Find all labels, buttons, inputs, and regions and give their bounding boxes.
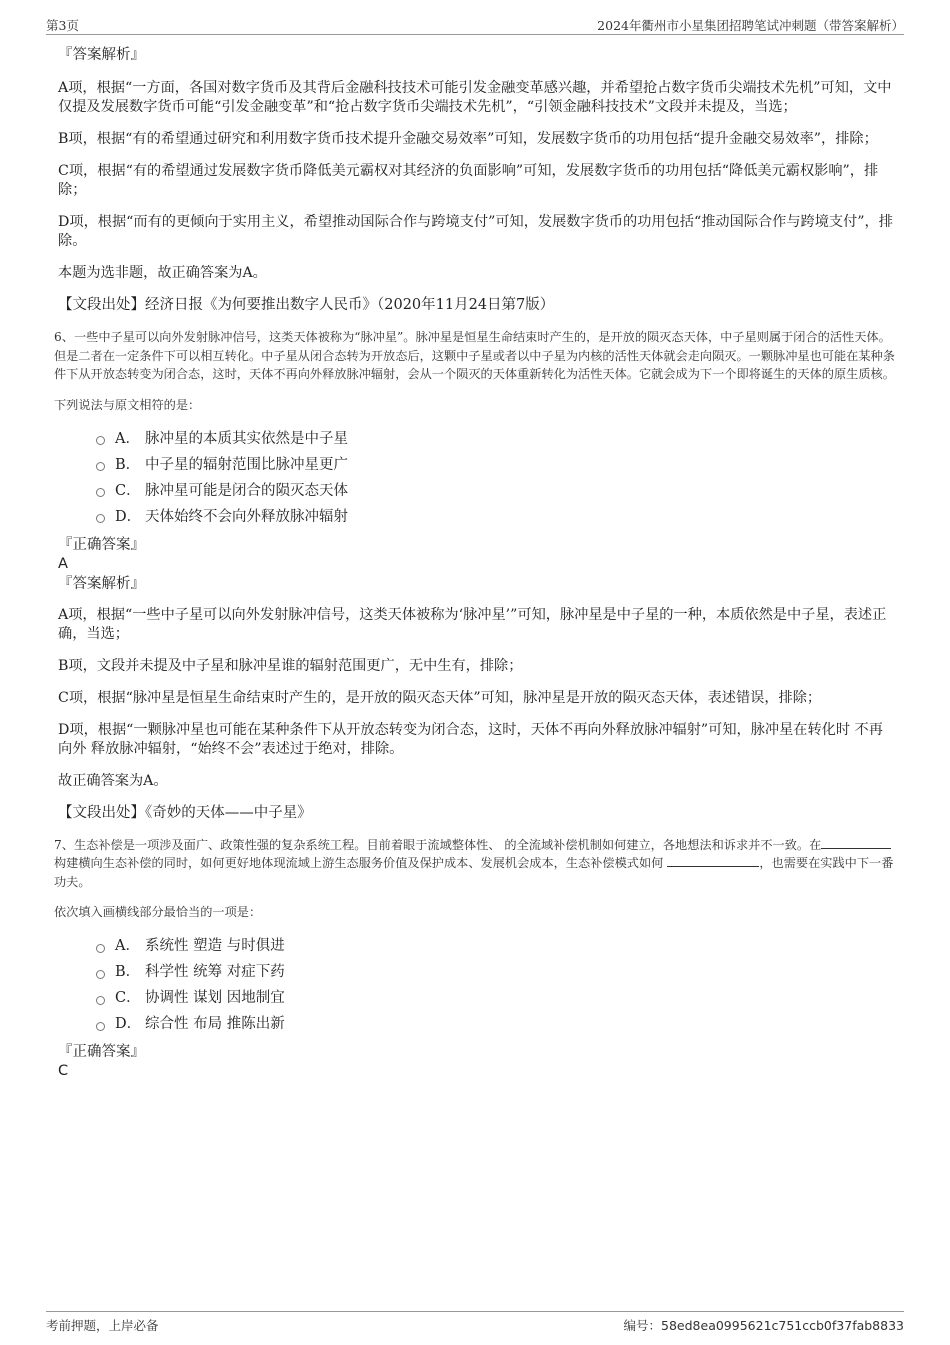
analysis-option-b: B项，文段并未提及中子星和脉冲星谁的辐射范围更广，无中生有，排除； (58, 657, 523, 674)
analysis-option-c: C项，根据“有的希望通过发展数字货币降低美元霸权对其经济的负面影响”可知，发展数字货币的功用包括“降低美元霸权影响”，排除； (58, 163, 879, 198)
option-letter: B． (115, 964, 141, 980)
fill-blank-2 (667, 854, 759, 867)
passage-part-1: 7、生态补偿是一项涉及面广、政策性强的复杂系统工程。目前着眼于流域整体性、 的全流域补偿机制如何建立，各地想法和诉求并不一致。在 (54, 837, 822, 852)
passage-source: 【文段出处】经济日报《为何要推出数字人民币》（2020年11月24日第7版） (58, 297, 555, 313)
answer-heading: 『正确答案』 (58, 1044, 145, 1060)
question-passage (54, 836, 896, 892)
radio-icon[interactable] (96, 436, 105, 445)
analysis-option-d: D项，根据“一颗脉冲星也可能在某种条件下从开放态转变为闭合态，这时，天体不再向外释放脉冲辐射”可知，脉冲星在转化时 不再向外 释放脉冲辐射，“始终不会”表述过于绝对，排除。 (58, 721, 883, 757)
option-d[interactable] (96, 504, 896, 530)
analysis-option-a: A项，根据“一些中子星可以向外发射脉冲信号，这类天体被称为‘脉冲星’”可知，脉冲星是中子星的一种，本质依然是中子星，表述正确，当选； (58, 606, 887, 642)
option-text: 中子星的辐射范围比脉冲星更广 (145, 456, 348, 473)
question-7 (56, 836, 896, 1081)
analysis-heading: 『答案解析』 (58, 47, 145, 63)
radio-icon[interactable] (96, 514, 105, 523)
code-label: 编号： (623, 1318, 662, 1333)
page-content (56, 46, 896, 1080)
answer-heading: 『正确答案』 (58, 536, 145, 553)
analysis-option-d: D项，根据“而有的更倾向于实用主义，希望推动国际合作与跨境支付”可知，发展数字货币的功用包括“推动国际合作与跨境支付”，排除。 (58, 214, 893, 249)
page-number: 第3页 (46, 18, 79, 33)
correct-answer: C (58, 1063, 69, 1079)
option-letter: B． (115, 456, 141, 473)
option-a[interactable] (96, 933, 896, 959)
analysis-option-c: C项，根据“脉冲星是恒星生命结束时产生的，是开放的陨灭态天体”可知，脉冲星是开放的陨灭态天体，表述错误，排除； (58, 689, 822, 706)
question-passage: 6、一些中子星可以向外发射脉冲信号，这类天体被称为“脉冲星”。脉冲星是恒星生命结束时产生的，是开放的陨灭态天体，中子星则属于闭合的活性天体。但是二者在一定条件下可以相互转化。中子星从闭合态转为开放态后，这颗中子星或者以中子星为内核的活性天体就会走向陨灭。一颗脉冲星也可能在某种条件下从开放态转变为闭合态，这时，天体不再向外释放脉冲辐射，会从一个陨灭的天体重新转化为活性天体。它就会成为下一个即将诞生的天体的原生质核。 (54, 330, 895, 381)
option-letter: C． (115, 990, 141, 1006)
option-c[interactable] (96, 985, 896, 1011)
option-text: 科学性 统筹 对症下药 (145, 964, 285, 980)
option-letter: C． (115, 482, 141, 499)
page-footer (46, 1311, 904, 1334)
question-prompt: 依次填入画横线部分最恰当的一项是： (54, 905, 262, 919)
radio-icon[interactable] (96, 462, 105, 471)
page-header (46, 14, 904, 35)
q5-analysis-section (56, 46, 896, 315)
question-prompt: 下列说法与原文相符的是： (54, 397, 201, 412)
analysis-conclusion: 本题为选非题，故正确答案为A。 (58, 265, 267, 281)
radio-icon[interactable] (96, 996, 105, 1005)
analysis-conclusion: 故正确答案为A。 (58, 772, 168, 789)
option-text: 综合性 布局 推陈出新 (145, 1016, 285, 1032)
option-letter: D． (115, 1016, 142, 1032)
document-title: 2024年衢州市小星集团招聘笔试冲刺题（带答案解析） (597, 18, 904, 33)
passage-source: 【文段出处】《奇妙的天体——中子星》 (58, 804, 312, 821)
analysis-option-a: A项，根据“一方面，各国对数字货币及其背后金融科技技术可能引发金融变革感兴趣，并希望抢占数字货币尖端技术先机”可知，文中仅提及发展数字货币可能“引发金融变革”和“抢占数字货币尖端技术先机”，“引领金融科技技术”文段并未提及，当选； (58, 80, 892, 115)
option-a[interactable] (96, 426, 896, 452)
passage-part-2: 构建横向生态补偿的同时，如何更好地体现流域上游生态服务价值及保护成本、发展机会成本，生态补偿模式如何 (54, 856, 664, 870)
option-text: 脉冲星可能是闭合的陨灭态天体 (145, 482, 348, 499)
radio-icon[interactable] (96, 970, 105, 979)
radio-icon[interactable] (96, 944, 105, 953)
radio-icon[interactable] (96, 1022, 105, 1031)
document-code (624, 1316, 905, 1334)
analysis-option-b: B项，根据“有的希望通过研究和利用数字货币技术提升金融交易效率”可知，发展数字货币的功用包括“提升金融交易效率”，排除； (58, 131, 878, 147)
fill-blank-1 (821, 836, 891, 849)
option-list (96, 933, 896, 1037)
option-letter: D． (115, 508, 142, 525)
radio-icon[interactable] (96, 488, 105, 497)
analysis-heading: 『答案解析』 (58, 575, 145, 592)
option-letter: A． (115, 938, 140, 954)
correct-answer: A (58, 555, 68, 572)
option-text: 脉冲星的本质其实依然是中子星 (145, 430, 348, 447)
option-c[interactable] (96, 478, 896, 504)
passage-part-3: ，也需要在实践中下一番功夫。 (54, 856, 894, 889)
option-text: 系统性 塑造 与时俱进 (145, 938, 285, 954)
option-letter: A． (115, 430, 140, 447)
option-b[interactable] (96, 959, 896, 985)
option-d[interactable] (96, 1011, 896, 1037)
code-value: 58ed8ea0995621c751ccb0f37fab8833 (661, 1318, 904, 1333)
footer-slogan: 考前押题，上岸必备 (46, 1318, 159, 1333)
option-text: 天体始终不会向外释放脉冲辐射 (145, 508, 348, 525)
question-6 (56, 328, 896, 823)
option-list (96, 426, 896, 530)
option-b[interactable] (96, 452, 896, 478)
option-text: 协调性 谋划 因地制宜 (145, 990, 285, 1006)
